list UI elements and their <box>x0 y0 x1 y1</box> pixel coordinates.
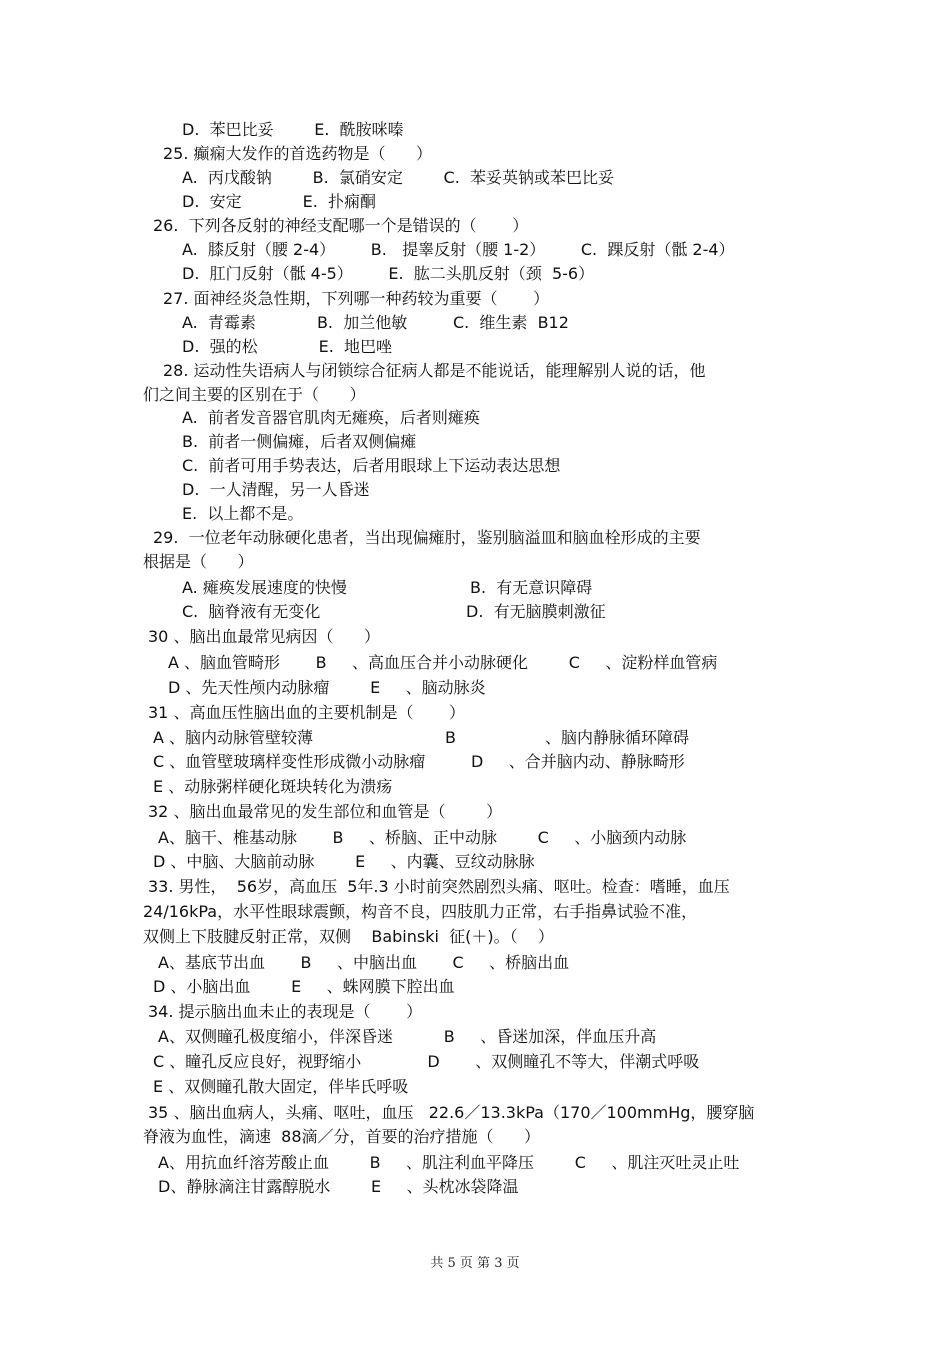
option-line: C. 脑脊液有无变化 <box>182 602 321 621</box>
option-line: D. 安定 E. 扑痫酮 <box>182 192 376 211</box>
option-line: D 、先天性颅内动脉瘤 E 、脑动脉炎 <box>168 678 486 697</box>
option-line: D、静脉滴注甘露醇脱水 E 、头枕冰袋降温 <box>158 1177 519 1196</box>
option-line: B <box>445 728 456 747</box>
option-line: 、脑内静脉循环障碍 <box>545 728 690 747</box>
option-line: E. 以上都不是。 <box>182 504 304 523</box>
question-line: 35 、脑出血病人，头痛、呕吐，血压 22.6／13.3kPa（170／100mmHg，腰穿脑 <box>148 1103 755 1122</box>
option-line: A 、脑血管畸形 B 、高血压合并小动脉硬化 C 、淀粉样血管病 <box>168 653 718 672</box>
page-footer: 共 5 页 第 3 页 <box>430 1256 520 1271</box>
option-line: D 、中脑、大脑前动脉 E 、内囊、豆纹动脉脉 <box>153 852 535 871</box>
question-line: 24/16kPa，水平性眼球震颤，构音不良，四肢肌力正常，右手指鼻试验不准， <box>143 902 698 921</box>
option-line: B. 前者一侧偏瘫，后者双侧偏瘫 <box>182 432 417 451</box>
question-line: 30 、脑出血最常见病因（ ） <box>148 627 380 646</box>
question-line: 双侧上下肢腱反射正常，双侧 Babinski 征(＋)。（ ） <box>143 927 554 946</box>
question-line: 脊液为血性，滴速 88滴／分，首要的治疗措施（ ） <box>143 1127 541 1146</box>
option-line: D. 强的松 E. 地巴唑 <box>182 337 392 356</box>
option-line: A、基底节出血 B 、中脑出血 C 、桥脑出血 <box>158 953 570 972</box>
option-line: A. 青霉素 B. 加兰他敏 C. 维生素 B12 <box>182 313 569 332</box>
question-line: 28. 运动性失语病人与闭锁综合征病人都是不能说话，能理解别人说的话，他 <box>163 361 706 380</box>
question-line: 根据是（ ） <box>143 552 254 571</box>
question-line: 26. 下列各反射的神经支配哪一个是错误的（ ） <box>153 216 529 235</box>
question-line: 们之间主要的区别在于（ ） <box>143 385 366 404</box>
option-line: C. 前者可用手势表达，后者用眼球上下运动表达思想 <box>182 456 561 475</box>
question-line: 27. 面神经炎急性期，下列哪一种药较为重要（ ） <box>163 289 550 308</box>
option-line: A. 膝反射（腰 2-4） B. 提睾反射（腰 1-2） C. 踝反射（骶 2-4） <box>182 240 735 259</box>
option-line: A、双侧瞳孔极度缩小，伴深昏迷 B 、昏迷加深，伴血压升高 <box>158 1027 657 1046</box>
option-line: C 、血管壁玻璃样变性形成微小动脉瘤 D 、合并脑内动、静脉畸形 <box>153 752 685 771</box>
option-line: D. 一人清醒，另一人昏迷 <box>182 480 370 499</box>
option-line: A. 前者发音器官肌肉无瘫痪，后者则瘫痪 <box>182 408 480 427</box>
option-line: D. 苯巴比妥 E. 酰胺咪嗪 <box>182 120 404 139</box>
option-line: E 、动脉粥样硬化斑块转化为溃疡 <box>153 777 393 796</box>
option-line: D. 肛门反射（骶 4-5） E. 肱二头肌反射（颈 5-6） <box>182 264 595 283</box>
option-line: A. 瘫痪发展速度的快慢 <box>182 578 347 597</box>
question-line: 31 、高血压性脑出血的主要机制是（ ） <box>148 703 466 722</box>
question-line: 29. 一位老年动脉硬化患者，当出现偏瘫肘，鉴别脑溢皿和脑血栓形成的主要 <box>153 528 701 547</box>
question-line: 34. 提示脑出血未止的表现是（ ） <box>148 1002 423 1021</box>
question-line: 33. 男性， 56岁，高血压 5年.3 小时前突然剧烈头痛、呕吐。检查：嗜睡，血压 <box>148 877 730 896</box>
option-line: D. 有无脑膜刺激征 <box>466 602 606 621</box>
option-line: A、脑干、椎基动脉 B 、桥脑、正中动脉 C 、小脑颈内动脉 <box>158 828 687 847</box>
option-line: A 、脑内动脉管壁较薄 <box>153 728 314 747</box>
option-line: B. 有无意识障碍 <box>470 578 593 597</box>
question-line: 32 、脑出血最常见的发生部位和血管是（ ） <box>148 802 503 821</box>
option-line: E 、双侧瞳孔散大固定，伴毕氏呼吸 <box>153 1077 409 1096</box>
option-line: C 、瞳孔反应良好，视野缩小 D 、双侧瞳孔不等大，伴潮式呼吸 <box>153 1052 700 1071</box>
question-line: 25. 癫痫大发作的首选药物是（ ） <box>163 144 433 163</box>
option-line: A、用抗血纤溶芳酸止血 B 、肌注利血平降压 C 、肌注灭吐灵止吐 <box>158 1153 740 1172</box>
option-line: A. 丙戊酸钠 B. 氯硝安定 C. 苯妥英钠或苯巴比妥 <box>182 168 614 187</box>
option-line: D 、小脑出血 E 、蛛网膜下腔出血 <box>153 977 455 996</box>
